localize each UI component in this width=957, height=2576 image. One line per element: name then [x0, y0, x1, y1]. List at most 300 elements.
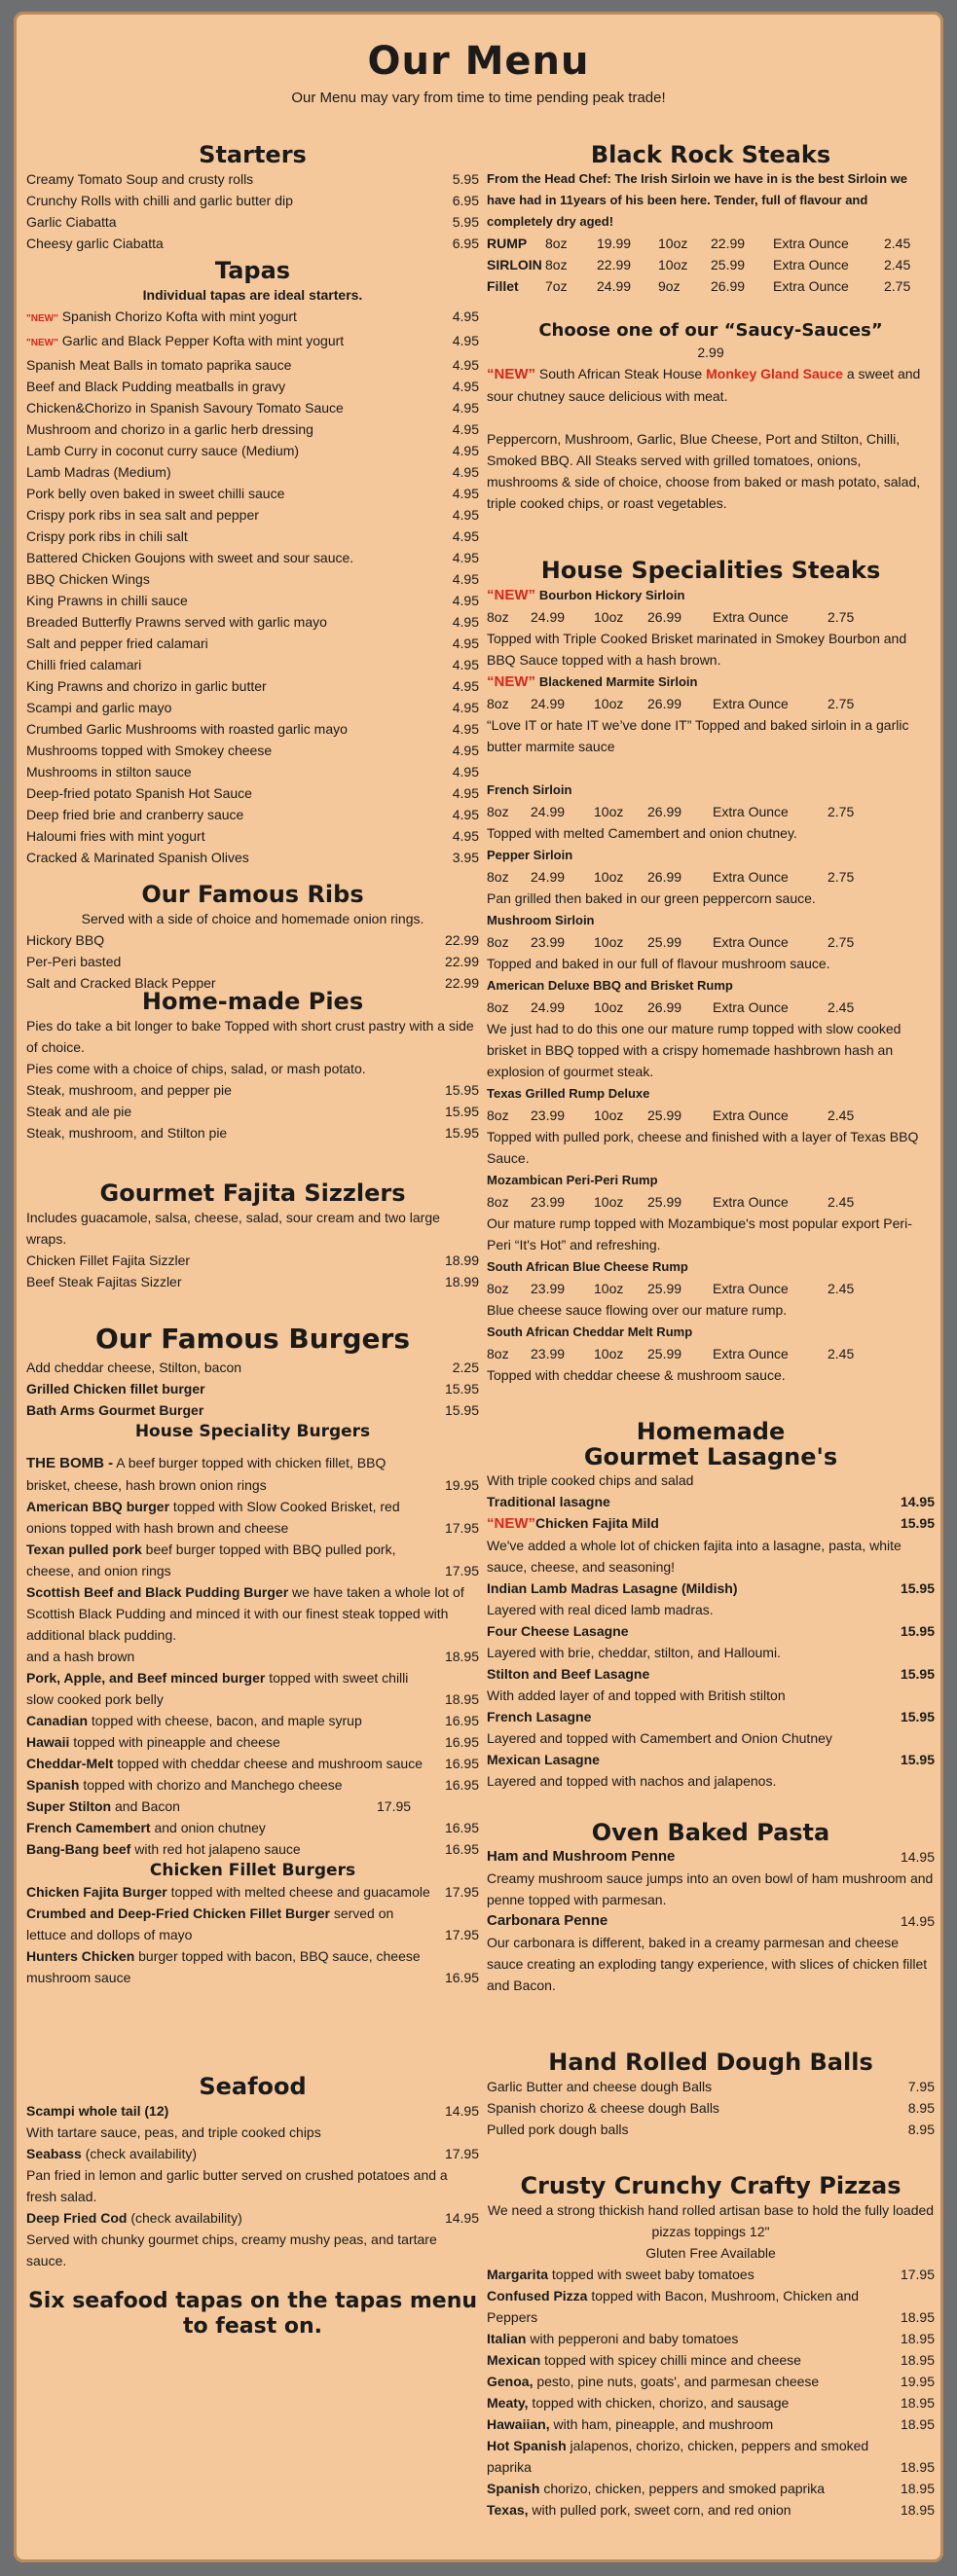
pizza-name: Genoa, — [487, 2374, 534, 2389]
lasagne-name-wrap — [487, 1620, 888, 1642]
speciality-p1: 24.99 — [531, 999, 566, 1015]
menu-item — [26, 1250, 479, 1271]
burger-scottish-tail — [26, 1646, 479, 1667]
pasta-desc: Creamy mushroom sauce jumps into an oven bowl of ham mushroom and penne topped with parmesan. — [487, 1870, 934, 1907]
steak-s2: 9oz — [658, 278, 681, 294]
menu-item-price: 22.99 — [444, 932, 479, 948]
sauces-new-tag: “NEW” — [487, 366, 535, 382]
tapas-item-name: Chilli fried calamari — [26, 657, 142, 672]
tapas-item-name-wrap — [26, 354, 432, 376]
pizza-desc: jalapenos, chorizo, chicken, peppers and smoked paprika — [487, 2438, 869, 2475]
speciality-s2: 10oz — [594, 1194, 624, 1210]
speciality-name: Pepper Sirloin — [487, 848, 573, 862]
speciality-s1: 8oz — [487, 1281, 509, 1296]
menu-item-price: 15.95 — [444, 1104, 479, 1119]
speciality-pe: 2.75 — [828, 934, 855, 950]
pizza-item — [487, 2392, 935, 2413]
menu-item-price: 5.95 — [452, 171, 479, 187]
speciality-p2: 26.99 — [647, 869, 682, 885]
lasagne-price: 15.95 — [900, 1752, 935, 1767]
lasagne-price: 15.95 — [900, 1580, 935, 1596]
speciality-name-row — [487, 844, 935, 866]
burger-cfajita-price: 17.95 — [444, 1884, 479, 1900]
specialities-heading: House Specialities Steaks — [540, 557, 881, 584]
tapas-item-price: 4.95 — [452, 464, 479, 480]
pizza-name: Hawaiian, — [487, 2416, 550, 2432]
speciality-name: Blackened Marmite Sirloin — [538, 674, 698, 689]
chicken-burgers-heading: Chicken Fillet Burgers — [149, 1861, 356, 1880]
pizza-text — [487, 2349, 888, 2371]
dough-section — [487, 2049, 935, 2140]
pizza-desc: topped with spicey chilli mince and cheese — [540, 2352, 801, 2368]
speciality-s1: 8oz — [487, 1194, 509, 1210]
tapas-item-price: 4.95 — [452, 828, 479, 844]
speciality-name-row — [487, 909, 935, 931]
speciality-name-row — [487, 671, 935, 693]
speciality-desc: Pan grilled then baked in our green peppercorn sauce. — [487, 890, 816, 906]
tapas-item — [26, 418, 479, 440]
burger-extra-price: 15.95 — [444, 1381, 479, 1397]
speciality-ex: Extra Ounce — [713, 869, 789, 885]
burger-extra-price: 15.95 — [444, 1402, 479, 1418]
burger-cheddar-desc: topped with cheddar cheese and mushroom sauce — [113, 1756, 423, 1771]
tapas-note: Individual tapas are ideal starters. — [142, 287, 363, 303]
speciality-p1: 24.99 — [531, 609, 566, 625]
steak-p1: 19.99 — [597, 236, 632, 251]
tapas-item-price: 4.95 — [452, 764, 479, 780]
tapas-item-price: 4.95 — [452, 528, 479, 544]
pizza-price: 18.95 — [900, 2331, 935, 2346]
menu-item-price: 22.99 — [444, 954, 479, 969]
burger-stilton — [26, 1796, 479, 1817]
burger-pork-price: 18.95 — [444, 1691, 479, 1707]
menu-item-name: Per-Peri basted — [26, 954, 122, 969]
tapas-item — [26, 847, 479, 868]
speciality-ex: Extra Ounce — [713, 1281, 789, 1296]
pizza-text — [487, 2264, 888, 2285]
tapas-item-name-wrap — [26, 633, 432, 654]
steak-p2: 22.99 — [711, 236, 746, 251]
burger-crumbed-name: Crumbed and Deep-Fried Chicken Fillet Burger — [26, 1905, 330, 1921]
tapas-item-price: 4.95 — [452, 357, 479, 373]
tapas-item-name: Mushroom and chorizo in a garlic herb dressing — [26, 421, 313, 437]
tapas-item-name-wrap — [26, 461, 432, 483]
burger-american-name: American BBQ burger — [26, 1499, 170, 1514]
speciality-ex: Extra Ounce — [713, 1107, 789, 1123]
speciality-p1: 24.99 — [531, 696, 566, 711]
pizza-price: 18.95 — [900, 2309, 935, 2325]
pizza-text — [487, 2328, 888, 2349]
burger-bomb-desc: A beef burger topped with chicken fillet, BBQ brisket, cheese, hash brown onion rings — [26, 1455, 386, 1493]
menu-item — [26, 190, 479, 211]
pizza-price: 17.95 — [900, 2267, 935, 2282]
steak-p2: 25.99 — [711, 257, 746, 272]
lasagne-desc: With added layer of and topped with British stilton — [487, 1687, 786, 1703]
speciality-p1: 23.99 — [531, 1107, 566, 1123]
tapas-item-name: Crispy pork ribs in sea salt and pepper — [26, 507, 259, 523]
starters-section — [26, 141, 479, 254]
lasagne-price: 15.95 — [900, 1709, 935, 1724]
speciality-desc: Our mature rump topped with Mozambique's most popular export Peri-Peri “It's Hot” and refreshing. — [487, 1215, 912, 1252]
pizza-text — [487, 2478, 888, 2499]
specialities-list — [487, 584, 935, 1386]
sauces-new-post: a sweet and sour chutney sauce delicious with meat. — [487, 366, 921, 404]
pizza-item — [487, 2371, 935, 2392]
lasagne-name: French Lasagne — [487, 1709, 592, 1724]
sauces-new-sauce: Monkey Gland Sauce — [706, 366, 843, 381]
speciality-price-row — [487, 606, 935, 628]
speciality-name: South African Blue Cheese Rump — [487, 1259, 688, 1274]
burger-french-name: French Camembert — [26, 1820, 151, 1835]
burger-spanish-price: 16.95 — [444, 1777, 479, 1793]
burger-scottish-name: Scottish Beef and Black Pudding Burger — [26, 1584, 289, 1600]
lasagne-heading-1: Homemade — [636, 1418, 786, 1445]
menu-item-name: Pulled pork dough balls — [487, 2122, 629, 2137]
tapas-item — [26, 504, 479, 526]
pizzas-heading: Crusty Crunchy Crafty Pizzas — [520, 2172, 902, 2199]
burger-extra-name: Grilled Chicken fillet burger — [26, 1381, 205, 1397]
tapas-item — [26, 654, 479, 675]
steak-p1: 22.99 — [597, 257, 632, 272]
burger-bomb — [26, 1452, 479, 1496]
speciality-name: Texas Grilled Rump Deluxe — [487, 1086, 650, 1101]
burger-scottish-price: 18.95 — [444, 1649, 479, 1664]
menu-item-price: 7.95 — [907, 2079, 935, 2094]
burger-scottish — [26, 1581, 479, 1646]
pizza-name: Spanish — [487, 2481, 540, 2496]
dough-heading: Hand Rolled Dough Balls — [548, 2049, 873, 2076]
burger-french-desc: and onion chutney — [150, 1820, 266, 1835]
tapas-item-price: 4.95 — [452, 743, 479, 758]
page-subtitle: Our Menu may vary from time to time pending peak trade! — [291, 90, 666, 106]
new-tag: “NEW” — [487, 1515, 535, 1532]
pizza-item — [487, 2349, 935, 2371]
lasagne-name: Traditional lasagne — [487, 1494, 610, 1509]
tapas-item-name: Chicken&Chorizo in Spanish Savoury Tomato Sauce — [26, 400, 344, 416]
new-tag: "NEW" — [26, 313, 58, 324]
speciality-s2: 10oz — [594, 804, 624, 819]
steak-ex: Extra Ounce — [773, 236, 849, 251]
lasagne-price: 15.95 — [900, 1666, 935, 1682]
burger-cfajita — [26, 1881, 479, 1903]
speciality-desc: Topped and baked in our full of flavour mushroom sauce. — [487, 956, 830, 971]
pasta-item — [487, 1910, 935, 1932]
tapas-item-price: 4.95 — [452, 400, 479, 416]
lasagne-item — [487, 1512, 935, 1535]
speciality-name: American Deluxe BBQ and Brisket Rump — [487, 978, 733, 993]
lasagne-item — [487, 1749, 935, 1770]
speciality-pe: 2.45 — [828, 1194, 855, 1210]
seafood-seabass-note: (check availability) — [81, 2146, 198, 2161]
speciality-p1: 24.99 — [531, 869, 566, 885]
lasagne-note: With triple cooked chips and salad — [487, 1472, 694, 1488]
ribs-heading: Our Famous Ribs — [141, 881, 364, 908]
tapas-item-name-wrap — [26, 804, 432, 825]
speciality-p1: 23.99 — [531, 934, 566, 950]
pizza-name: Mexican — [487, 2352, 541, 2368]
menu-item — [26, 1101, 479, 1122]
steak-ex: Extra Ounce — [773, 257, 849, 272]
menu-item — [26, 1122, 479, 1143]
pizza-desc: chorizo, chicken, peppers and smoked paprika — [539, 2481, 826, 2496]
tapas-heading: Tapas — [214, 257, 291, 284]
lasagne-name-wrap — [487, 1491, 888, 1512]
lasagne-price: 14.95 — [900, 1494, 935, 1509]
speciality-name-row — [487, 1321, 935, 1343]
burger-bomb-name: THE BOMB - — [26, 1455, 114, 1471]
tapas-item-price: 4.95 — [452, 443, 479, 458]
burger-texan — [26, 1539, 479, 1581]
tapas-item-price: 4.95 — [452, 421, 479, 437]
speciality-s2: 10oz — [594, 999, 624, 1015]
speciality-s1: 8oz — [487, 999, 509, 1015]
fajitas-list — [26, 1250, 479, 1292]
tapas-item-name: Pork belly oven baked in sweet chilli sauce — [26, 486, 285, 501]
tapas-item — [26, 397, 479, 418]
tapas-item-price: 4.95 — [452, 507, 479, 523]
tapas-item-name-wrap — [26, 590, 432, 611]
pizza-desc: topped with chicken, chorizo, and sausage — [528, 2395, 790, 2411]
lasagne-heading-2: Gourmet Lasagne's — [583, 1443, 838, 1470]
speciality-pe: 2.45 — [828, 1346, 855, 1361]
tapas-item — [26, 675, 479, 697]
menu-paper — [14, 12, 943, 2562]
burger-extra-name: Add cheddar cheese, Stilton, bacon — [26, 1360, 242, 1375]
burger-bang-name: Bang-Bang beef — [26, 1841, 131, 1857]
burger-extra-item — [26, 1399, 479, 1421]
burger-stilton-name: Super Stilton — [26, 1798, 112, 1814]
tapas-item-name: Battered Chicken Goujons with sweet and sour sauce. — [26, 550, 354, 565]
burger-american-price: 17.95 — [444, 1520, 479, 1536]
fajitas-heading: Gourmet Fajita Sizzlers — [99, 1179, 406, 1207]
tapas-item-name-wrap — [26, 697, 432, 718]
tapas-item-name: Scampi and garlic mayo — [26, 700, 172, 715]
burger-french-price: 16.95 — [444, 1820, 479, 1835]
pizza-item — [487, 2413, 935, 2435]
menu-item — [26, 168, 479, 190]
tapas-item-name-wrap — [26, 611, 432, 633]
speciality-s1: 8oz — [487, 609, 509, 625]
pizza-price: 18.95 — [900, 2352, 935, 2368]
dough-list — [487, 2076, 935, 2140]
menu-item-name: Steak, mushroom, and Stilton pie — [26, 1125, 228, 1141]
speciality-p2: 25.99 — [647, 1107, 682, 1123]
burger-hunters-price: 16.95 — [444, 1970, 479, 1985]
speciality-ex: Extra Ounce — [713, 804, 789, 819]
burger-spanish — [26, 1774, 479, 1796]
speciality-name-row — [487, 584, 935, 606]
steak-row — [487, 275, 935, 297]
fajitas-section — [26, 1179, 479, 1292]
tapas-item — [26, 461, 479, 483]
pizza-name: Margarita — [487, 2267, 549, 2282]
tapas-item-name-wrap — [26, 718, 432, 740]
seafood-heading: Seafood — [199, 2073, 307, 2100]
pizzas-note: We need a strong thickish hand rolled artisan base to hold the fully loaded pizzas toppings 12" — [487, 2202, 935, 2239]
burger-crumbed-desc: served on lettuce and dollops of mayo — [26, 1905, 394, 1942]
burger-canadian-name: Canadian — [26, 1713, 89, 1728]
menu-item-name: Steak and ale pie — [26, 1104, 132, 1119]
speciality-price-row — [487, 1343, 935, 1364]
tapas-item — [26, 697, 479, 718]
new-tag: "NEW" — [26, 338, 58, 348]
menu-item-price: 8.95 — [907, 2122, 935, 2137]
pizza-desc: with pulled pork, sweet corn, and red onion — [528, 2502, 791, 2518]
lasagne-price: 15.95 — [900, 1623, 935, 1639]
new-tag: “NEW” — [487, 673, 535, 690]
tapas-item — [26, 568, 479, 590]
speciality-burgers-heading: House Speciality Burgers — [134, 1422, 371, 1441]
lasagne-item — [487, 1706, 935, 1727]
menu-item-name: Creamy Tomato Soup and crusty rolls — [26, 171, 254, 187]
tapas-item-name-wrap — [26, 483, 432, 504]
pies-heading: Home-made Pies — [141, 988, 364, 1015]
pizza-price: 18.95 — [900, 2481, 935, 2496]
speciality-s1: 8oz — [487, 1346, 509, 1361]
burger-extra-item — [26, 1378, 479, 1399]
tapas-item-name-wrap — [26, 397, 432, 418]
tapas-item — [26, 376, 479, 397]
speciality-pe: 2.75 — [828, 696, 855, 711]
tapas-item-name: Beef and Black Pudding meatballs in gravy — [26, 379, 286, 394]
seafood-seabass-price: 17.95 — [444, 2146, 479, 2161]
ribs-section — [26, 881, 479, 994]
tapas-item-price: 4.95 — [452, 785, 479, 801]
burger-bang-price: 16.95 — [444, 1841, 479, 1857]
speciality-desc: Topped with pulled pork, cheese and finished with a layer of Texas BBQ Sauce. — [487, 1129, 919, 1166]
lasagne-desc: Layered and topped with nachos and jalapenos. — [487, 1773, 777, 1789]
burger-canadian-price: 16.95 — [444, 1713, 479, 1728]
menu-item — [487, 2119, 935, 2140]
pies-section — [26, 988, 479, 1143]
speciality-p2: 26.99 — [647, 804, 682, 819]
tapas-item — [26, 547, 479, 568]
tapas-item-name: Garlic and Black Pepper Kofta with mint yogurt — [61, 333, 345, 348]
burger-canadian — [26, 1710, 479, 1731]
pizza-price: 18.95 — [900, 2416, 935, 2432]
menu-item — [26, 211, 479, 233]
new-tag: “NEW” — [487, 587, 535, 603]
burger-stilton-desc: and Bacon — [111, 1798, 180, 1814]
burger-cfajita-name: Chicken Fajita Burger — [26, 1884, 167, 1900]
tapas-item — [26, 782, 479, 804]
tapas-item-name-wrap — [26, 740, 432, 761]
tapas-item-name: BBQ Chicken Wings — [26, 571, 150, 587]
speciality-s2: 10oz — [594, 1281, 624, 1296]
burger-canadian-desc: topped with cheese, bacon, and maple syrup — [88, 1713, 362, 1728]
tapas-item-price: 4.95 — [452, 550, 479, 565]
burger-hawaii — [26, 1731, 479, 1753]
steak-pe: 2.45 — [884, 236, 911, 251]
tapas-item-name: Crispy pork ribs in chili salt — [26, 528, 188, 544]
ribs-list — [26, 929, 479, 994]
steak-row — [487, 254, 935, 275]
pizza-text — [487, 2413, 888, 2435]
lasagne-list — [487, 1491, 935, 1792]
speciality-s1: 8oz — [487, 804, 509, 819]
pies-list — [26, 1079, 479, 1143]
speciality-name-row — [487, 974, 935, 997]
burger-crumbed — [26, 1903, 479, 1945]
speciality-price-row — [487, 866, 935, 888]
speciality-desc: Topped with Triple Cooked Brisket marinated in Smokey Bourbon and BBQ Sauce topped with a hash brown. — [487, 631, 907, 668]
speciality-name: Mushroom Sirloin — [487, 913, 595, 927]
steak-pe: 2.75 — [884, 278, 911, 294]
tapas-item-name: Cracked & Marinated Spanish Olives — [26, 850, 249, 865]
pasta-heading: Oven Baked Pasta — [591, 1819, 830, 1846]
speciality-s2: 10oz — [594, 609, 624, 625]
steak-s1: 7oz — [545, 278, 568, 294]
pizza-text — [487, 2435, 888, 2478]
speciality-p2: 25.99 — [647, 934, 682, 950]
speciality-ex: Extra Ounce — [713, 934, 789, 950]
tapas-item-price: 4.95 — [452, 678, 479, 694]
pizza-text — [487, 2499, 888, 2521]
burger-hawaii-desc: topped with pineapple and cheese — [69, 1734, 280, 1750]
seafood-seabass-desc: Pan fried in lemon and garlic butter served on crushed potatoes and a fresh salad. — [26, 2167, 448, 2204]
speciality-s2: 10oz — [594, 934, 624, 950]
speciality-p2: 26.99 — [647, 609, 682, 625]
steaks-price-table — [487, 233, 935, 297]
speciality-s2: 10oz — [594, 1346, 624, 1361]
page-title: Our Menu — [367, 39, 590, 84]
lasagne-name-wrap — [487, 1578, 888, 1599]
pizza-price: 18.95 — [900, 2459, 935, 2475]
menu-item — [487, 2076, 935, 2097]
tapas-item-price: 4.95 — [452, 593, 479, 608]
burgers-heading: Our Famous Burgers — [94, 1323, 411, 1355]
burgers-section — [26, 1322, 479, 1988]
sauces-list: Peppercorn, Mushroom, Garlic, Blue Cheese, Port and Stilton, Chilli, Smoked BBQ. All Steaks served with grilled tomatoes, onions, mushrooms & side of choice, choose from baked or mash potato, salad, triple cooked chips, or roast vegetables. — [487, 431, 921, 511]
speciality-pe: 2.45 — [828, 1107, 855, 1123]
tapas-item-price: 4.95 — [452, 308, 479, 324]
speciality-price-row — [487, 801, 935, 822]
pasta-item — [487, 1846, 935, 1868]
pizza-desc: with pepperoni and baby tomatoes — [526, 2331, 739, 2346]
menu-item-name: Chicken Fillet Fajita Sizzler — [26, 1252, 191, 1268]
tapas-item-name: Mushrooms in stilton sauce — [26, 764, 192, 780]
lasagne-price: 15.95 — [900, 1515, 935, 1531]
speciality-s1: 8oz — [487, 696, 509, 711]
starters-list — [26, 168, 479, 254]
tapas-item-name: Crumbed Garlic Mushrooms with roasted garlic mayo — [26, 721, 348, 737]
tapas-item-name-wrap — [26, 330, 432, 354]
lasagne-desc: Layered and topped with Camembert and Onion Chutney — [487, 1730, 832, 1746]
lasagne-name: Four Cheese Lasagne — [487, 1623, 629, 1639]
speciality-name-row — [487, 1082, 935, 1105]
burger-pork — [26, 1667, 479, 1710]
burgers-extras — [26, 1357, 479, 1421]
speciality-p2: 25.99 — [647, 1281, 682, 1296]
sauces-price: 2.99 — [697, 345, 724, 360]
pasta-section — [487, 1819, 935, 1996]
tapas-item — [26, 825, 479, 847]
speciality-pe: 2.75 — [828, 869, 855, 885]
speciality-p1: 24.99 — [531, 804, 566, 819]
seafood-scampi — [26, 2100, 479, 2122]
steaks-chef-note: From the Head Chef: The Irish Sirloin we have in is the best Sirloin we have had in 11years of his been here. Tender, full of flavour and completely dry aged! — [487, 171, 907, 229]
seafood-cod — [26, 2207, 479, 2229]
burger-hunters-name: Hunters Chicken — [26, 1948, 135, 1964]
tapas-item — [26, 611, 479, 633]
seafood-cod-desc: Served with chunky gourmet chips, creamy mushy peas, and tartare sauce. — [26, 2231, 437, 2268]
menu-item-name: Cheesy garlic Ciabatta — [26, 236, 164, 251]
menu-item — [487, 2097, 935, 2119]
tapas-item-name-wrap — [26, 504, 432, 526]
burger-hunters — [26, 1945, 479, 1988]
burger-cheddar — [26, 1753, 479, 1774]
pizza-item — [487, 2328, 935, 2349]
